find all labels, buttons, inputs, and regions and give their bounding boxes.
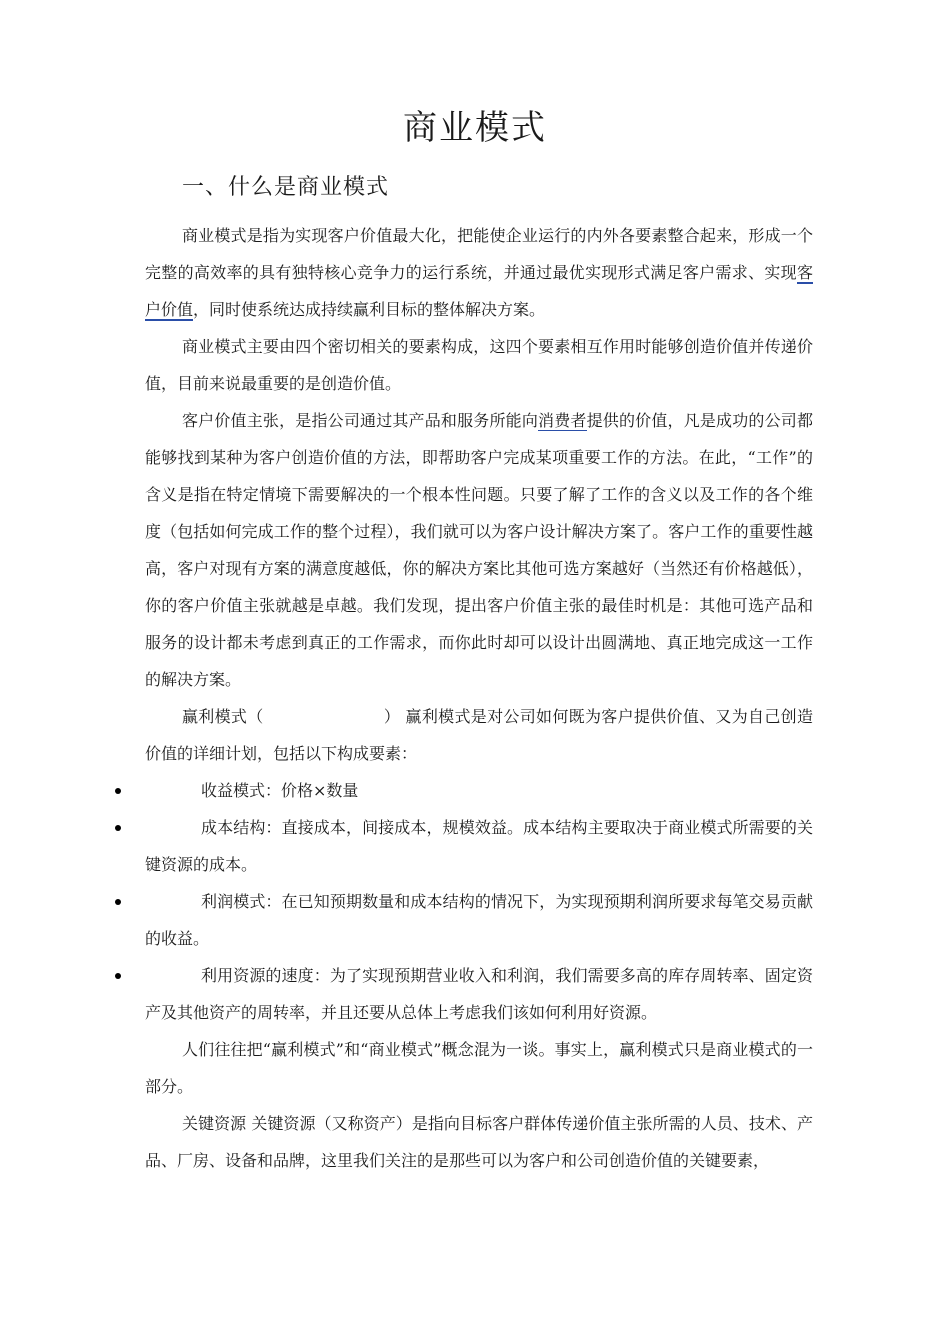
paragraph-value-proposition: 客户价值主张，是指公司通过其产品和服务所能向消费者提供的价值，凡是成功的公司都能够找到某种为客户创造价值的方法，即帮助客户完成某项重要工作的方法。在此，“工作”的含义是指在特定情境下需要解决的一个根本性问题。只要了解了工作的含义以及工作的各个维度（包括如何完成工作的整个过程），我们就可以为客户设计解决方案了。客户工作的重要性越高，客户对现有方案的满意度越低，你的解决方案比其他可选方案越好（当然还有价格越低），你的客户价值主张就越是卓越。我们发现，提出客户价值主张的最佳时机是：其他可选产品和服务的设计都未考虑到真正的工作需求，而你此时却可以设计出圆满地、真正地完成这一工作的解决方案。 — [145, 411, 813, 689]
consumer-link[interactable]: 消费者 — [538, 411, 587, 430]
list-item: 收益模式：价格×数量 — [145, 772, 813, 809]
section-heading: 一、什么是商业模式 — [182, 175, 390, 200]
list-item: 成本结构：直接成本，间接成本，规模效益。成本结构主要取决于商业模式所需要的关键资源的成本。 — [145, 809, 813, 883]
paragraph-key-resources: 关键资源 关键资源（又称资产）是指向目标客户群体传递价值主张所需的人员、技术、产品、厂房、设备和品牌，这里我们关注的是那些可以为客户和公司创造价值的关键要素， — [145, 1114, 813, 1170]
customer-value-link[interactable]: 客户价值 — [145, 263, 813, 319]
bullet-icon — [115, 973, 121, 979]
paragraph-profit-model: 赢利模式（ ） 赢利模式是对公司如何既为客户提供价值、又为自己创造价值的详细计划，包括以下构成要素： — [145, 707, 813, 763]
document-title: 商业模式 — [403, 108, 547, 148]
paragraph-clarification: 人们往往把“赢利模式”和“商业模式”概念混为一谈。事实上，赢利模式只是商业模式的一部分。 — [145, 1040, 813, 1096]
list-item: 利用资源的速度：为了实现预期营业收入和利润，我们需要多高的库存周转率、固定资产及其他资产的周转率，并且还要从总体上考虑我们该如何利用好资源。 — [145, 957, 813, 1031]
bullet-icon — [115, 788, 121, 794]
bullet-icon — [115, 899, 121, 905]
paragraph-definition: 商业模式是指为实现客户价值最大化，把能使企业运行的内外各要素整合起来，形成一个完整的高效率的具有独特核心竞争力的运行系统，并通过最优实现形式满足客户需求、实现客户价值，同时使系统达成持续赢利目标的整体解决方案。 — [145, 226, 813, 319]
bullet-icon — [115, 825, 121, 831]
list-item: 利润模式：在已知预期数量和成本结构的情况下，为实现预期利润所要求每笔交易贡献的收益。 — [145, 883, 813, 957]
document-body — [145, 217, 813, 1179]
paragraph-elements: 商业模式主要由四个密切相关的要素构成，这四个要素相互作用时能够创造价值并传递价值，目前来说最重要的是创造价值。 — [145, 337, 813, 393]
